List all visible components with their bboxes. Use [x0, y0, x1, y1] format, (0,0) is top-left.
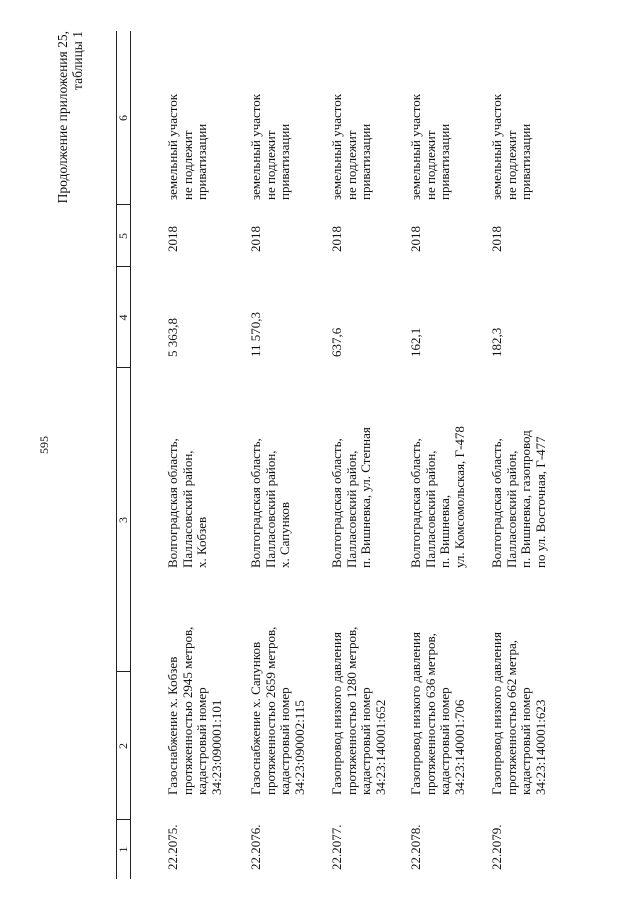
column-header-1: 1 [116, 846, 130, 853]
row-4-address [409, 426, 467, 568]
row-4-value: 162,1 [408, 327, 423, 357]
row-5-note-line: приватизации [518, 123, 533, 200]
row-3-name-line: Газопровод низкого давления [329, 632, 344, 795]
row-4-name-line: кадастровый номер [437, 687, 452, 795]
row-1-number: 22.2075. [165, 824, 180, 870]
row-4-name-line: 34:23:140001:706 [451, 699, 467, 795]
row-4-number: 22.2078. [408, 824, 423, 870]
row-1-address-line: х. Кобзев [194, 516, 209, 568]
row-2-note-line: не подлежит [262, 130, 278, 200]
row-1-note-line: земельный участок [165, 93, 180, 200]
page-number: 595 [37, 436, 51, 454]
column-header-3: 3 [116, 517, 130, 523]
row-3-number: 22.2077. [329, 824, 344, 870]
row-2-name-line: протяженностью 2659 метров, [262, 626, 278, 795]
row-3-address-line: Палласовский район, [343, 450, 359, 568]
row-4-note-line: приватизации [437, 123, 452, 200]
row-2-name [249, 627, 307, 795]
column-header-5: 5 [116, 233, 130, 239]
row-4-address-line: Волгоградская область, [408, 438, 423, 568]
row-4-note-line: земельный участок [408, 93, 423, 200]
row-4-note-line: не подлежит [422, 130, 438, 200]
row-1-address-line: Волгоградская область, [165, 438, 180, 568]
row-4-address-line: Палласовский район, [422, 450, 438, 568]
row-1-name-line: кадастровый номер [194, 687, 209, 795]
column-header-4: 4 [116, 314, 130, 321]
row-1-note-line: не подлежит [179, 130, 195, 200]
row-5-address-line: Волгоградская область, [489, 438, 504, 568]
row-3-note-line: земельный участок [329, 93, 344, 200]
row-4-year: 2018 [408, 226, 423, 252]
row-1-address [166, 438, 210, 568]
row-1-year: 2018 [165, 226, 180, 252]
row-2-value: 11 570,3 [248, 311, 263, 357]
row-3-name-line: 34:23:140001:652 [372, 699, 388, 795]
column-header-2: 2 [116, 743, 130, 749]
row-5-number: 22.2079. [489, 824, 504, 870]
row-4-note [409, 94, 453, 200]
row-5-name-line: 34:23:140001:623 [532, 699, 548, 795]
row-4-address-line: п. Вишневка, [437, 494, 452, 568]
row-2-address [249, 438, 293, 568]
row-5-note [490, 94, 534, 200]
row-2-year: 2018 [248, 226, 263, 252]
row-5-year: 2018 [489, 226, 504, 252]
row-1-note [166, 94, 210, 200]
row-1-name-line: протяженностью 2945 метров, [179, 626, 195, 795]
row-4-address-line: ул. Комсомольская, Г-478 [451, 426, 467, 568]
row-5-name-line: кадастровый номер [518, 687, 533, 795]
row-2-name-line: кадастровый номер [277, 687, 292, 795]
row-1-address-line: Палласовский район, [179, 450, 195, 568]
row-5-value: 182,3 [489, 327, 504, 357]
row-5-address [490, 430, 548, 568]
row-4-name-line: Газопровод низкого давления [408, 632, 423, 795]
row-3-name-line: протяженностью 1280 метров, [343, 626, 359, 795]
row-2-address-line: х. Сапунков [277, 502, 292, 568]
row-2-note-line: земельный участок [248, 93, 263, 200]
row-3-address-line: Волгоградская область, [329, 438, 344, 568]
row-1-name [166, 627, 224, 795]
row-3-value: 637,6 [329, 327, 344, 357]
column-header-6: 6 [116, 115, 130, 121]
row-2-note-line: приватизации [277, 123, 292, 200]
row-5-note-line: не подлежит [503, 130, 519, 200]
row-5-name-line: протяженностью 662 метра, [503, 639, 519, 795]
row-5-note-line: земельный участок [489, 93, 504, 200]
row-5-address-line: по ул. Восточная, Г-477 [532, 436, 548, 568]
row-2-name-line: Газоснабжение х. Сапунков [248, 641, 263, 795]
row-1-note-line: приватизации [194, 123, 209, 200]
row-5-name-line: Газопровод низкого давления [489, 632, 504, 795]
row-1-name-line: 34:23:090001:101 [208, 699, 224, 795]
row-3-address-line: п. Вишневка, ул. Степная [358, 427, 373, 568]
row-2-number: 22.2076. [248, 824, 263, 870]
row-2-address-line: Волгоградская область, [248, 438, 263, 568]
row-3-name [330, 627, 388, 795]
row-2-note [249, 94, 293, 200]
table-caption [55, 31, 85, 271]
row-3-note-line: не подлежит [343, 130, 359, 200]
row-2-address-line: Палласовский район, [262, 450, 278, 568]
row-3-address [330, 427, 374, 568]
row-2-name-line: 34:23:090002:115 [291, 700, 307, 795]
row-5-address-line: п. Вишневка, газопровод [518, 430, 533, 568]
row-3-name-line: кадастровый номер [358, 687, 373, 795]
caption-line-1: Продолжение приложения 25, [55, 31, 70, 204]
row-4-name-line: протяженностью 636 метров, [422, 633, 438, 795]
row-3-note [330, 94, 374, 200]
row-3-note-line: приватизации [358, 123, 373, 200]
row-5-address-line: Палласовский район, [503, 450, 519, 568]
row-5-name [490, 632, 548, 795]
row-1-value: 5 363,8 [165, 318, 180, 357]
row-4-name [409, 632, 467, 795]
row-3-year: 2018 [329, 226, 344, 252]
caption-line-2: таблицы 1 [70, 31, 85, 90]
row-1-name-line: Газоснабжение х. Кобзев [165, 656, 180, 795]
